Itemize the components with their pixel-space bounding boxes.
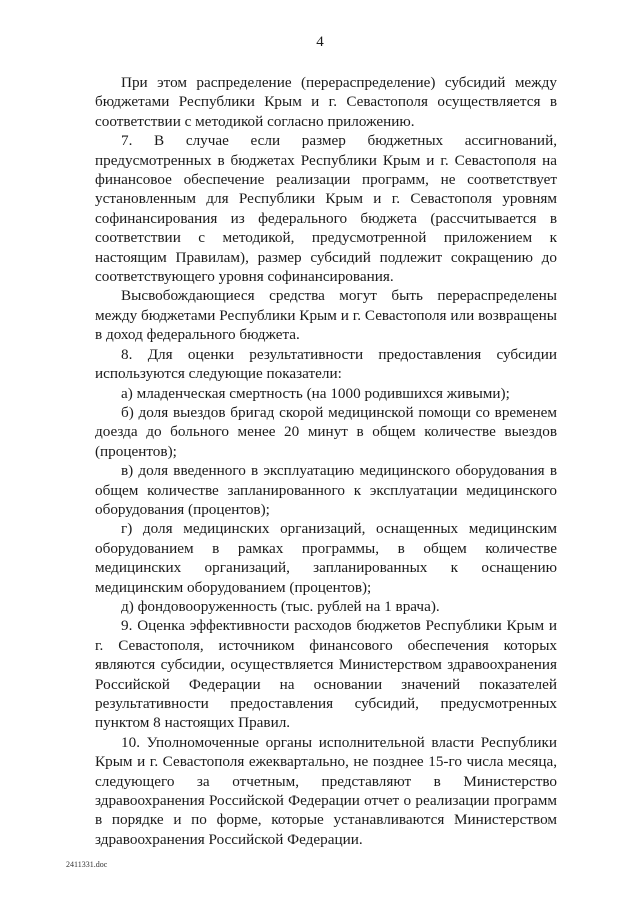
indicator-e: д) фондовооруженность (тыс. рублей на 1 врача).: [121, 597, 440, 615]
document-file-code: 2411331.doc: [66, 860, 108, 869]
document-body: [95, 73, 557, 849]
paragraph-item-7: 7. В случае если размер бюджетных ассигнований, предусмотренных в бюджетах Республики Крым и г. Севастополя на финансовое обеспечение реализации программ, не соответствует установленным для Республики Крым и г. Севастополя уровням софинансирования из федерального бюджета (рассчитывается в соответствии с методикой, предусмотренной приложением к настоящим Правилам), размер субсидий подлежит сокращению до соответствующего уровня софинансирования.: [95, 132, 557, 286]
paragraph-item-9: 9. Оценка эффективности расходов бюджетов Республики Крым и г. Севастополя, источником финансового обеспечения которых являются субсидии, осуществляется Министерством здравоохранения Российской Федерации на основании значений показателей результативности предоставления субсидий, предусмотренных пунктом 8 настоящих Правил.: [95, 617, 557, 732]
indicator-c: в) доля введенного в эксплуатацию медицинского оборудования в общем количестве запланированного к эксплуатации медицинского оборудования (процентов);: [95, 462, 557, 518]
paragraph-released-funds: Высвобождающиеся средства могут быть перераспределены между бюджетами Республики Крым и г. Севастополя или возвращены в доход федерального бюджета.: [95, 287, 557, 344]
indicator-a: а) младенческая смертность (на 1000 родившихся живыми);: [121, 384, 510, 402]
indicator-b: б) доля выездов бригад скорой медицинской помощи со временем доезда до больного менее 20 минут в общем количестве выездов (процентов);: [95, 403, 557, 460]
paragraph-item-8: 8. Для оценки результативности предоставления субсидии используются следующие показатели:: [95, 345, 557, 383]
paragraph-item-10: 10. Уполномоченные органы исполнительной власти Республики Крым и г. Севастополя ежеквартально, не позднее 15-го числа месяца, следующего за отчетным, представляют в Министерство здравоохранения Российской Федерации отчет о реализации программ в порядке и по форме, которые устанавливаются Министерством здравоохранения Российской Федерации.: [95, 733, 557, 848]
indicator-d: г) доля медицинских организаций, оснащенных медицинским оборудованием в рамках программы, в общем количестве медицинских организаций, запланированных к оснащению медицинским оборудованием (процентов);: [95, 520, 557, 596]
page-number: 4: [316, 34, 324, 50]
paragraph-distribution: При этом распределение (перераспределение) субсидий между бюджетами Республики Крым и г. Севастополя осуществляется в соответствии с методикой согласно приложению.: [95, 74, 557, 130]
